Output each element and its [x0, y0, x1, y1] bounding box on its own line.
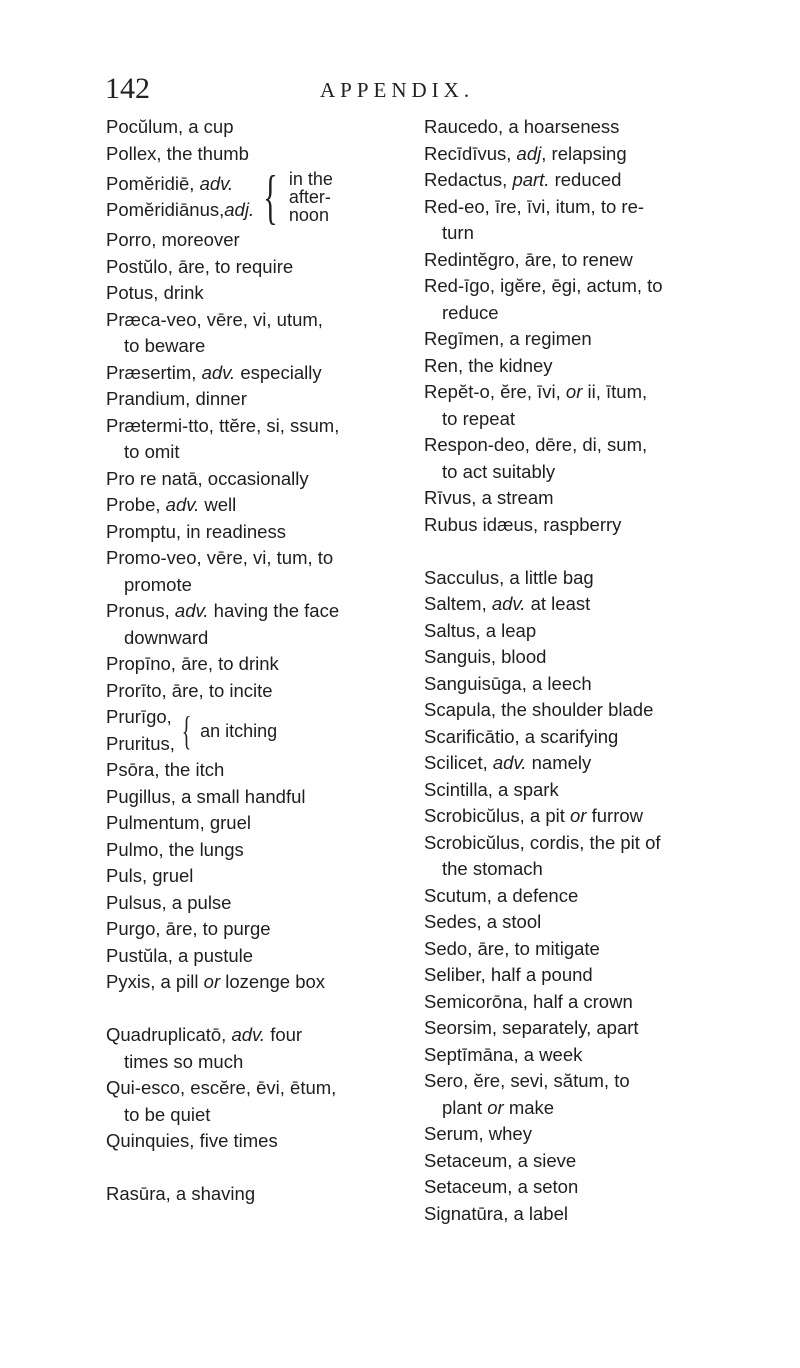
entry: Probe, adv. well — [106, 494, 237, 515]
entry: Setaceum, a seton — [424, 1176, 579, 1197]
entry: Psōra, the itch — [106, 759, 225, 780]
entry: Seliber, half a pound — [424, 964, 593, 985]
entry: Potus, drink — [106, 282, 204, 303]
entry: Serum, whey — [424, 1123, 532, 1144]
entry: Scrobicŭlus, cordis, the pit of the stomach — [424, 831, 661, 879]
entry: Præsertim, adv. especially — [106, 361, 322, 383]
entry: Sedo, āre, to mitigate — [424, 937, 600, 959]
page-number: 142 — [105, 72, 150, 105]
running-head: APPENDIX. — [320, 78, 475, 102]
right-column — [424, 114, 724, 1227]
entry: Scapula, the shoulder blade — [424, 699, 654, 720]
entry: Pulmentum, gruel — [106, 812, 251, 833]
entry: Puls, gruel — [106, 865, 194, 886]
entry: Prandium, dinner — [106, 388, 247, 409]
entry: Pocŭlum, a cup — [106, 116, 234, 137]
entry: Porro, moreover — [106, 229, 240, 250]
entry: Scrobicŭlus, a pit or furrow — [424, 805, 644, 826]
entry: Prorīto, āre, to incite — [106, 679, 273, 701]
entry: Pro re natā, occasionally — [106, 467, 309, 489]
entry: Pulmo, the lungs — [106, 838, 244, 860]
entry: Recīdīvus, adj, relapsing — [424, 142, 627, 164]
entry: Pugillus, a small handful — [106, 785, 306, 807]
entry: Quadruplicatō, adv. four times so much — [106, 1024, 303, 1072]
entry: Præca-veo, vēre, vi, utum, to beware — [106, 308, 323, 356]
entry: Qui-esco, escĕre, ēvi, ētum, to be quiet — [106, 1077, 337, 1125]
page-header — [105, 72, 705, 112]
entry: Sanguisūga, a leech — [424, 672, 592, 694]
entry: Ren, the kidney — [424, 354, 553, 376]
entry: Pronus, adv. having the face downward — [106, 600, 340, 648]
entry: Scutum, a defence — [424, 884, 579, 906]
entry: Sedes, a stool — [424, 911, 542, 932]
brace-icon: { — [181, 707, 192, 753]
entry: Raucedo, a hoarseness — [424, 116, 620, 137]
entry: Propīno, āre, to drink — [106, 653, 279, 674]
entry: Rīvus, a stream — [424, 487, 554, 508]
entry: Sacculus, a little bag — [424, 566, 594, 588]
entry: Pustŭla, a pustule — [106, 944, 254, 966]
entry: Semicorōna, half a crown — [424, 990, 633, 1012]
entry: Regīmen, a regimen — [424, 328, 592, 349]
entry: Pulsus, a pulse — [106, 891, 232, 913]
entry: Pyxis, a pill or lozenge box — [106, 971, 326, 992]
entry: Sanguis, blood — [424, 646, 547, 667]
entry: Pollex, the thumb — [106, 142, 249, 164]
entry: Sero, ĕre, sevi, sătum, to plant or make — [424, 1070, 630, 1118]
entry-prurigo-group: Prurīgo, Pruritus, { an itching — [106, 706, 278, 754]
entry: Promptu, in readiness — [106, 520, 286, 542]
section-gap — [106, 1155, 406, 1182]
entry: Redintĕgro, āre, to renew — [424, 248, 633, 270]
entry: Promo-veo, vēre, vi, tum, to promote — [106, 547, 334, 595]
entry: Scilicet, adv. namely — [424, 752, 592, 773]
entry: Setaceum, a sieve — [424, 1149, 577, 1171]
entry: Postŭlo, āre, to require — [106, 255, 294, 277]
entry: Respon-deo, dēre, di, sum, to act suitably — [424, 434, 648, 482]
entry: Repĕt-o, ĕre, īvi, or ii, ītum, to repeat — [424, 381, 648, 429]
entry: Red-īgo, igĕre, ēgi, actum, to reduce — [424, 275, 663, 323]
entry: Redactus, part. reduced — [424, 169, 622, 190]
entry: Septīmāna, a week — [424, 1043, 583, 1065]
entry: Rubus idæus, raspberry — [424, 513, 622, 535]
entry: Quinquies, five times — [106, 1130, 278, 1151]
entry: Scintilla, a spark — [424, 778, 559, 800]
entry: Prætermi-tto, ttĕre, si, ssum, to omit — [106, 414, 340, 462]
section-gap — [106, 996, 406, 1023]
entry: Rasūra, a shaving — [106, 1183, 256, 1204]
left-column — [106, 114, 406, 1208]
entry: Seorsim, separately, apart — [424, 1017, 639, 1038]
entry-pomeridie-group: Pomĕridiē, adv. Pomĕridiānus,adj. { in the after- noon — [106, 164, 333, 230]
entry: Saltem, adv. at least — [424, 593, 591, 614]
entry: Saltus, a leap — [424, 619, 537, 641]
entry: Red-eo, īre, īvi, itum, to re- turn — [424, 195, 645, 243]
section-gap — [424, 538, 724, 565]
entry: Signatūra, a label — [424, 1202, 568, 1224]
brace-icon: { — [263, 164, 278, 230]
entry: Scarificātio, a scarifying — [424, 725, 619, 747]
entry: Purgo, āre, to purge — [106, 918, 271, 939]
